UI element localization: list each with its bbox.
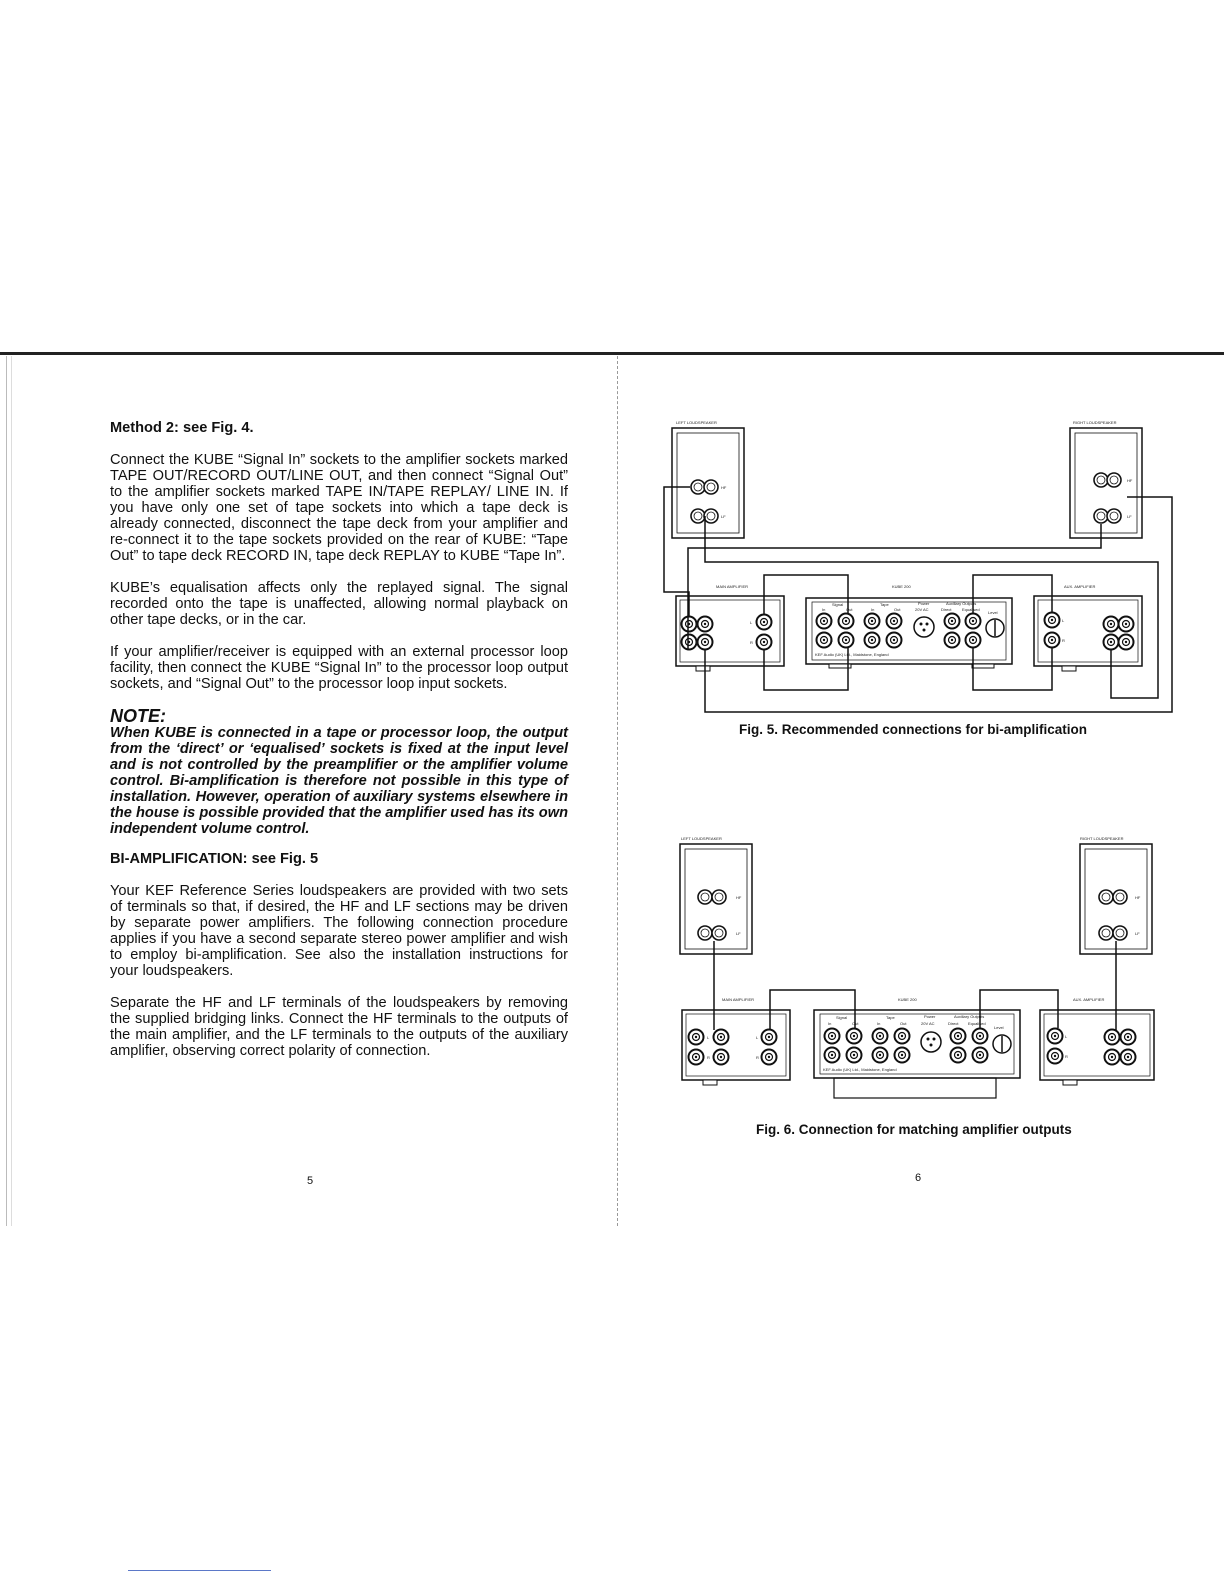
fig6-kube-equalised: Equalised <box>968 1021 986 1026</box>
fig5-left-hf-label: HF <box>721 485 727 490</box>
fig6-left-hf-label: HF <box>736 895 742 900</box>
biamp-paragraph: Your KEF Reference Series loudspeakers are provided with two sets of terminals so that, if desired, the HF and LF sections may be driven by separate power amplifiers. The following connection procedure applies if you have a second separate stereo power amplifier and wish to employ bi-amplification. See also the installation instructions for your loudspeakers. <box>110 883 568 979</box>
fig6-main-amp-label: MAIN AMPLIFIER <box>722 997 755 1002</box>
fig5-kube-direct: Direct <box>941 607 952 612</box>
fig5-aux-amp-label: AUX. AMPLIFIER <box>1064 584 1096 589</box>
fig5-kube-signal-out: Out <box>846 607 853 612</box>
fig6-kube-power: Power <box>924 1014 936 1019</box>
fig5-right-hf-label: HF <box>1127 478 1133 483</box>
fig6-kube-signal-in: In <box>828 1021 832 1026</box>
fig6-main-amp-in-l: L <box>756 1035 759 1040</box>
fig6-left-lf-label: LF <box>736 931 741 936</box>
fig6-main-amp-l: L <box>707 1035 710 1040</box>
fig6-aux-amplifier <box>1040 1010 1154 1080</box>
fig5-kube-tape-out: Out <box>894 607 901 612</box>
page-number-left: 5 <box>307 1175 314 1187</box>
fig6-kef-address: KEF Audio (UK) Ltd., Maidstone, England <box>823 1067 897 1072</box>
fig5-kube-aux-outputs: Auxiliary Outputs <box>946 601 977 606</box>
fig5-aux-amp-r: R <box>1062 638 1065 643</box>
fig6-diagram <box>680 836 1154 1098</box>
method-2-heading: Method 2: see Fig. 4. <box>110 420 254 436</box>
fig6-right-lf-label: LF <box>1135 931 1140 936</box>
fig6-caption: Fig. 6. Connection for matching amplifier outputs <box>756 1122 1072 1137</box>
fig6-kube-tape-in: In <box>877 1021 881 1026</box>
note-title: NOTE: <box>110 706 166 726</box>
equalisation-paragraph: KUBE’s equalisation affects only the replayed signal. The signal recorded onto the tape is unaffected, allowing normal playback on other tape decks, or in the car. <box>110 580 568 628</box>
fig6-aux-amp-l: L <box>1065 1034 1068 1039</box>
fig6-kube-tape: Tape <box>886 1015 895 1020</box>
fig5-kube-tape-in: In <box>871 607 875 612</box>
processor-loop-paragraph: If your amplifier/receiver is equipped with an external processor loop facility, then connect the KUBE “Signal In” to the processor loop output sockets, and “Signal Out” to the processor loop input sockets. <box>110 644 568 692</box>
fig5-kube-power: Power <box>918 601 930 606</box>
fig6-aux-amp-r: R <box>1065 1054 1068 1059</box>
fig5-main-amp-r: R <box>696 640 699 645</box>
note-body: When KUBE is connected in a tape or processor loop, the output from the ‘direct’ or ‘equalised’ sockets is fixed at the input level and is not controlled by the preamplifier or the amplifier volume control. Bi-amplification is therefore not possible in this type of installation. However, operation of auxiliary systems elsewhere in the house is possible provided that the amplifier used has its own independent volume control. <box>110 725 568 837</box>
fig5-kube-equalised: Equalised <box>962 607 980 612</box>
fig6-right-speaker-label: RIGHT LOUDSPEAKER <box>1080 836 1124 841</box>
fig5-kef-address: KEF Audio (UK) Ltd., Maidstone, England <box>815 652 889 657</box>
biamp-heading: BI-AMPLIFICATION: see Fig. 5 <box>110 851 319 867</box>
fig5-left-lf-label: LF <box>721 514 726 519</box>
fig5-kube-tape: Tape <box>880 602 889 607</box>
fig6-kube-signal-out: Out <box>852 1021 859 1026</box>
separate-terminals-paragraph: Separate the HF and LF terminals of the loudspeakers by removing the supplied bridging links. Connect the HF terminals to the outputs of the main amplifier, and the LF terminals to the outputs of the auxiliary amplifier, observing correct polarity of connection. <box>110 995 568 1059</box>
fig5-right-speaker-label: RIGHT LOUDSPEAKER <box>1073 420 1117 425</box>
fig5-main-amp-l: L <box>696 622 699 627</box>
fig6-kube-tape-out: Out <box>900 1021 907 1026</box>
fig6-kube-level: Level <box>994 1025 1004 1030</box>
fig5-kube-level: Level <box>988 610 998 615</box>
fig6-kube-20vac: 20V AC <box>921 1021 935 1026</box>
fig6-right-hf-label: HF <box>1135 895 1141 900</box>
fig5-kube-signal: Signal <box>832 602 844 607</box>
fig5-main-amp-in-r: R <box>750 640 753 645</box>
fig6-aux-amp-label: AUX. AMPLIFIER <box>1073 997 1105 1002</box>
fig5-aux-amp-l: L <box>1062 618 1065 623</box>
fig5-caption: Fig. 5. Recommended connections for bi-amplification <box>739 722 1088 737</box>
fig6-kube-label: KUBE 200 <box>898 997 917 1002</box>
page-number-right: 6 <box>915 1172 922 1184</box>
fig5-kube-label: KUBE 200 <box>892 584 911 589</box>
fig6-kube-aux-outputs: Auxiliary Outputs <box>954 1014 985 1019</box>
method-2-paragraph: Connect the KUBE “Signal In” sockets to the amplifier sockets marked TAPE OUT/RECORD OUT/LINE OUT, and then connect “Signal Out” to the amplifier sockets marked TAPE IN/TAPE REPLAY/ LINE IN. If you have only one set of tape sockets into which a tape deck is already connected, disconnect the tape deck from your amplifier and re-connect it to the tape sockets provided on the rear of KUBE: “Tape Out” to tape deck RECORD IN, tape deck REPLAY to KUBE “Tape In”. <box>110 452 568 564</box>
fig6-main-amp-in-r: R <box>756 1055 759 1060</box>
fig5-diagram <box>664 420 1172 712</box>
fig6-kube-signal: Signal <box>836 1015 848 1020</box>
fig5-kube-20vac: 20V AC <box>915 607 929 612</box>
fig5-left-speaker-label: LEFT LOUDSPEAKER <box>676 420 717 425</box>
fig5-main-amp-label: MAIN AMPLIFIER <box>716 584 749 589</box>
fig5-main-amp-in-l: L <box>750 620 753 625</box>
fig5-kube-l: L <box>830 619 833 624</box>
fig6-main-amp-r: R <box>707 1055 710 1060</box>
fig5-kube-signal-in: In <box>822 607 826 612</box>
fig6-left-speaker-label: LEFT LOUDSPEAKER <box>681 836 722 841</box>
fig6-kube-direct: Direct <box>948 1021 959 1026</box>
fig5-kube-r: R <box>830 638 833 643</box>
fig5-right-lf-label: LF <box>1127 514 1132 519</box>
